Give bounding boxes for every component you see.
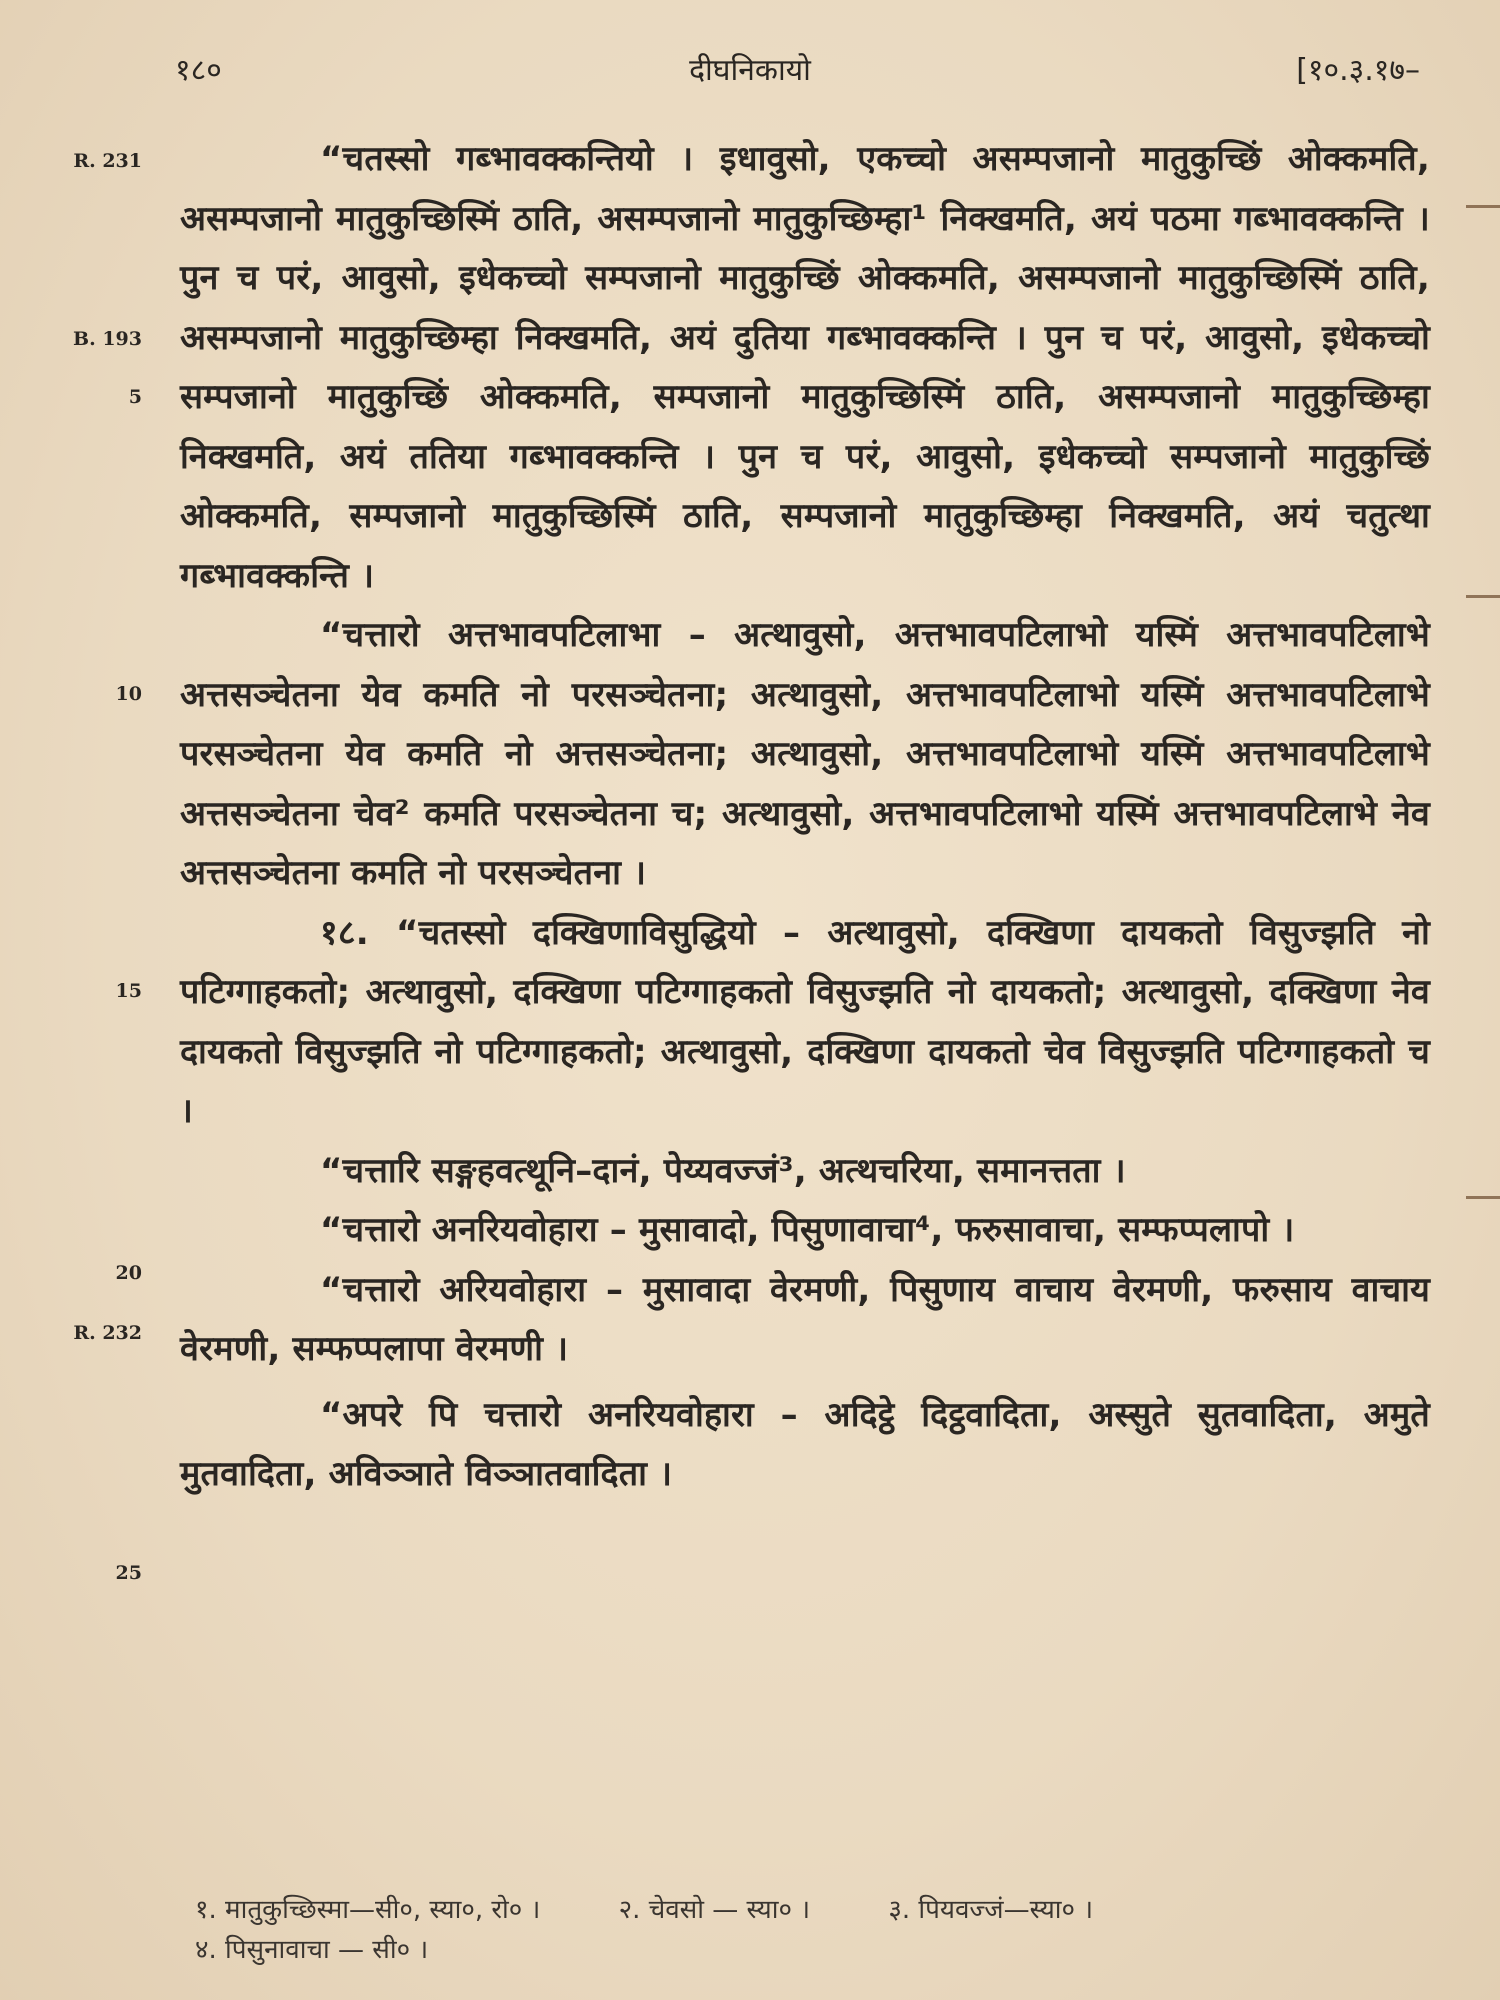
margin-ref-r232: R. 232 (73, 1322, 142, 1344)
line-number-5: 5 (128, 386, 142, 408)
paragraph-gabbhavakkanti: “चतस्सो गब्भावक्कन्तियो । इधावुसो, एकच्चो असम्पजानो मातुकुच्छिं ओक्कमति, असम्पजानो मातुकुच्छिस्मिं ठाति, असम्पजानो मातुकुच्छिम्हा¹ निक्खमति, अयं पठमा गब्भावक्कन्ति । पुन च परं, आवुसो, इधेकच्चो सम्पजानो मातुकुच्छिं ओक्कमति, असम्पजानो मातुकुच्छिस्मिं ठाति, असम्पजानो मातुकुच्छिम्हा निक्खमति, अयं दुतिया गब्भावक्कन्ति । पुन च परं, आवुसो, इधेकच्चो सम्पजानो मातुकुच्छिं ओक्कमति, सम्पजानो मातुकुच्छिस्मिं ठाति, असम्पजानो मातुकुच्छिम्हा निक्खमति, अयं ततिया गब्भावक्कन्ति । पुन च परं, आवुसो, इधेकच्चो सम्पजानो मातुकुच्छिं ओक्कमति, सम्पजानो मातुकुच्छिस्मिं ठाति, सम्पजानो मातुकुच्छिम्हा निक्खमति, अयं चतुत्था गब्भावक्कन्ति । (180, 139, 1430, 596)
footnotes (195, 1890, 1445, 1970)
margin-ref-r231: R. 231 (73, 150, 142, 172)
paragraph-attabhava: “चत्तारो अत्तभावपटिलाभा – अत्थावुसो, अत्तभावपटिलाभो यस्मिं अत्तभावपटिलाभे अत्तसञ्चेतना येव कमति नो परसञ्चेतना; अत्थावुसो, अत्तभावपटिलाभो यस्मिं अत्तभावपटिलाभे परसञ्चेतना येव कमति नो अत्तसञ्चेतना; अत्थावुसो, अत्तभावपटिलाभो यस्मिं अत्तभावपटिलाभे अत्तसञ्चेतना चेव² कमति परसञ्चेतना च; अत्थावुसो, अत्तभावपटिलाभो यस्मिं अत्तभावपटिलाभे नेव अत्तसञ्चेतना कमति नो परसञ्चेतना । (180, 615, 1430, 893)
footnote-2: २. चेवसो — स्या० । (618, 1895, 811, 1925)
body-text (180, 130, 1430, 1505)
line-number-10: 10 (115, 683, 142, 705)
line-number-25: 25 (115, 1562, 142, 1584)
paragraph-anariyavohara: “चत्तारो अनरियवोहारा – मुसावादो, पिसुणावाचा⁴, फरुसावाचा, सम्फप्पलापो । (320, 1210, 1295, 1250)
edge-ink-mark (1466, 1196, 1500, 1199)
line-number-15: 15 (115, 980, 142, 1002)
footnote-3: ३. पियवज्जं—स्या० । (888, 1895, 1094, 1925)
section-reference: [१०.३.१७– (1296, 53, 1420, 88)
line-number-20: 20 (115, 1262, 142, 1284)
paragraph-dakkhina: १८. “चतस्सो दक्खिणाविसुद्धियो – अत्थावुसो, दक्खिणा दायकतो विसुज्झति नो पटिग्गाहकतो; अत्थावुसो, दक्खिणा पटिग्गाहकतो विसुज्झति नो दायकतो; अत्थावुसो, दक्खिणा नेव दायकतो विसुज्झति नो पटिग्गाहकतो; अत्थावुसो, दक्खिणा दायकतो चेव विसुज्झति पटिग्गाहकतो च । (180, 912, 1430, 1131)
edge-ink-mark (1466, 205, 1500, 208)
edge-ink-mark (1466, 595, 1500, 598)
page-header (0, 48, 1500, 98)
paragraph-apare-anariyavohara: “अपरे पि चत्तारो अनरियवोहारा – अदिट्ठे दिट्ठवादिता, अस्सुते सुतवादिता, अमुते मुतवादिता, अविञ्ञाते विञ्ञातवादिता । (180, 1394, 1430, 1494)
paragraph-sangahavatthu: “चत्तारि सङ्गहवत्थूनि–दानं, पेय्यवज्जं³, अत्थचरिया, समानत्तता । (320, 1150, 1126, 1191)
page-number: १८० (175, 53, 222, 88)
paragraph-ariyavohara: “चत्तारो अरियवोहारा – मुसावादा वेरमणी, पिसुणाय वाचाय वेरमणी, फरुसाय वाचाय वेरमणी, सम्फप्पलापा वेरमणी । (180, 1269, 1430, 1369)
footnote-4: ४. पिसुनावाचा — सी० । (195, 1935, 429, 1965)
footnote-1: १. मातुकुच्छिस्मा—सी०, स्या०, रो० । (195, 1895, 541, 1925)
margin-ref-b193: B. 193 (73, 328, 142, 350)
running-title: दीघनिकायो (689, 53, 811, 88)
